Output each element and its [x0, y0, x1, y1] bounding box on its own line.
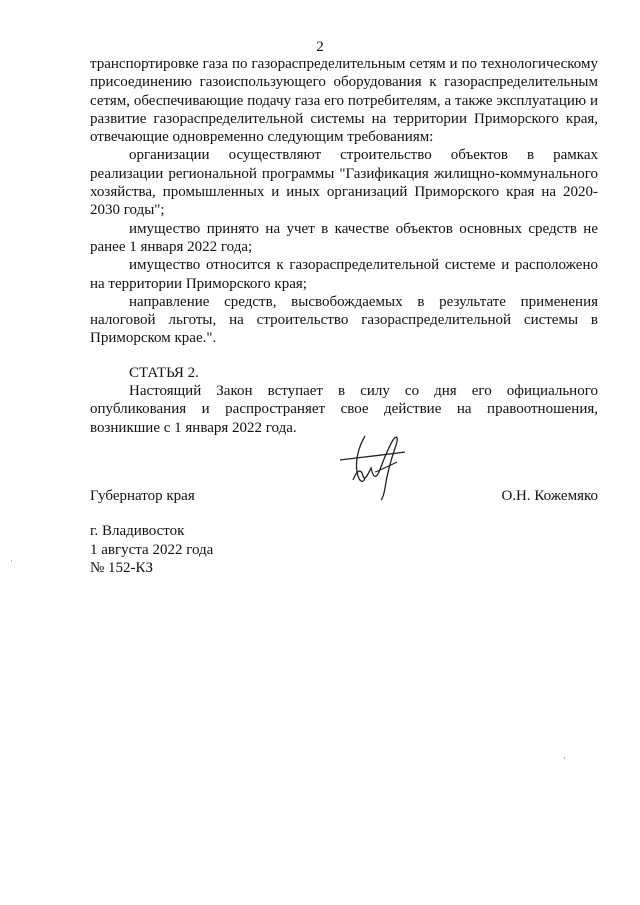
scan-speck [11, 560, 12, 562]
page-number: 2 [316, 39, 324, 55]
footer-city: г. Владивосток [90, 523, 185, 539]
signatory-name: О.Н. Кожемяко [501, 488, 598, 504]
article-2-title: СТАТЬЯ 2. [129, 364, 199, 381]
footer-number: № 152-КЗ [90, 560, 154, 576]
article-2-text: Настоящий Закон вступает в силу со дня его официального опубликования и распространяет свое действие на правоотношения, возникшие с 1 января 2022 года. [90, 383, 598, 436]
signature-image [335, 432, 415, 502]
paragraph-requirement-3: имущество относится к газораспределительной системе и расположено на территории Приморского края; [90, 257, 598, 292]
paragraph-continuation: транспортировке газа по газораспределительным сетям и по технологическому присоединению газоиспользующего оборудования к газораспределительным сетям, обеспечивающие подачу газа его потребителям, а также эксплуатацию и развитие газораспределительной системы на территории Приморского края, отвечающие одновременно следующим требованиям: [90, 56, 598, 146]
scan-speck [564, 757, 565, 759]
paragraph-requirement-4: направление средств, высвобождаемых в результате применения налоговой льготы, на строительство газораспределительной системы в Приморском крае.". [90, 293, 598, 347]
footer-date: 1 августа 2022 года [90, 541, 214, 558]
paragraph-requirement-2: имущество принято на учет в качестве объектов основных средств не ранее 1 января 2022 года; [90, 220, 598, 255]
document-footer [90, 522, 213, 578]
signatory-position: Губернатор края [90, 488, 195, 504]
paragraph-requirement-1: организации осуществляют строительство объектов в рамках реализации региональной программы "Газификация жилищно-коммунального хозяйства, промышленных и иных организаций Приморского края на 2020-2030 годы"; [90, 147, 598, 219]
document-body [90, 55, 598, 441]
